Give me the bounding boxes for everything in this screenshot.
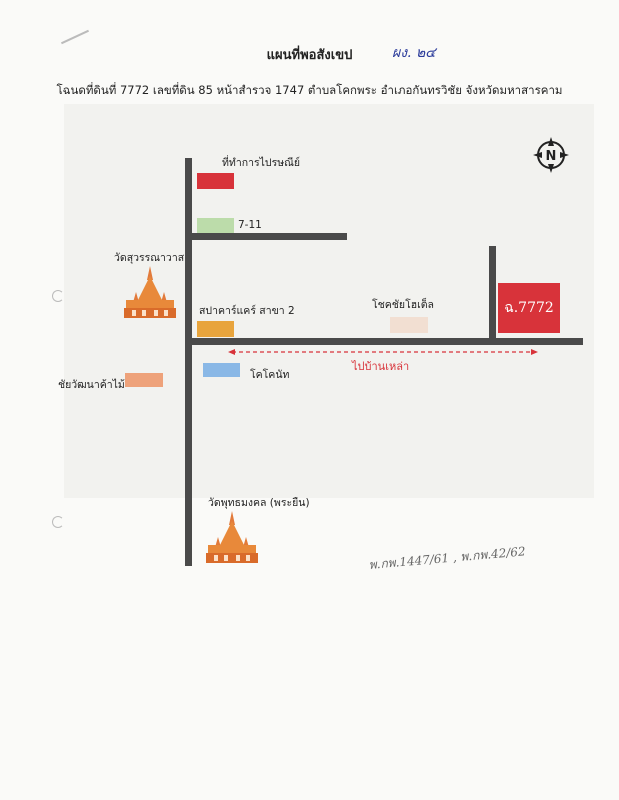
coconut-label: โคโคนัท bbox=[250, 369, 290, 381]
compass-icon bbox=[532, 136, 570, 174]
handwritten-note: ผง. ๒๔ bbox=[392, 45, 436, 61]
coconut-marker bbox=[203, 363, 240, 377]
punch-hole-bottom bbox=[52, 516, 64, 528]
deed-subtitle: โฉนดที่ดินที่ 7772 เลขที่ดิน 85 หน้าสำรวจ 1747 ตำบลโคกพระ อำเภอกันทรวิชัย จังหวัดมหาสารคาม bbox=[56, 83, 563, 97]
handwritten-reference: พ.กพ.1447/61 , พ.กพ.42/62 bbox=[368, 544, 527, 572]
temple-icon bbox=[122, 266, 178, 318]
wat-phuttha-label: วัดพุทธมงคล (พระยืน) bbox=[208, 497, 310, 509]
temple-icon bbox=[204, 511, 260, 563]
seven-eleven-label: 7-11 bbox=[238, 219, 262, 231]
chai-wat-marker bbox=[125, 373, 163, 387]
direction-label: ไปบ้านเหล่า bbox=[352, 360, 410, 373]
compass-letter: N bbox=[545, 149, 557, 164]
punch-hole-top bbox=[52, 290, 64, 302]
plot-7772: ฉ.7772 bbox=[498, 283, 560, 333]
road-7-11 bbox=[185, 233, 347, 240]
post-office-label: ที่ทำการไปรษณีย์ bbox=[222, 157, 301, 169]
wat-suwan-label: วัดสุวรรณาวาส bbox=[114, 252, 185, 264]
side-road-plot bbox=[489, 246, 496, 345]
road-to-ban-lao bbox=[185, 338, 583, 345]
chok-chai-label: โชคชัยโฮเต็ล bbox=[372, 299, 434, 311]
spa-care-marker bbox=[197, 321, 234, 337]
post-office-marker bbox=[197, 173, 234, 189]
spa-care-label: สปาคาร์แคร์ สาขา 2 bbox=[199, 305, 295, 317]
map-title: แผนที่พอสังเขป bbox=[266, 48, 353, 63]
seven-eleven-marker bbox=[197, 218, 234, 233]
chok-chai-marker bbox=[390, 317, 428, 333]
chai-wat-label: ชัยวัฒนาค้าไม้ bbox=[58, 379, 125, 391]
scan-mark bbox=[61, 30, 89, 44]
main-road-vertical bbox=[185, 158, 192, 566]
